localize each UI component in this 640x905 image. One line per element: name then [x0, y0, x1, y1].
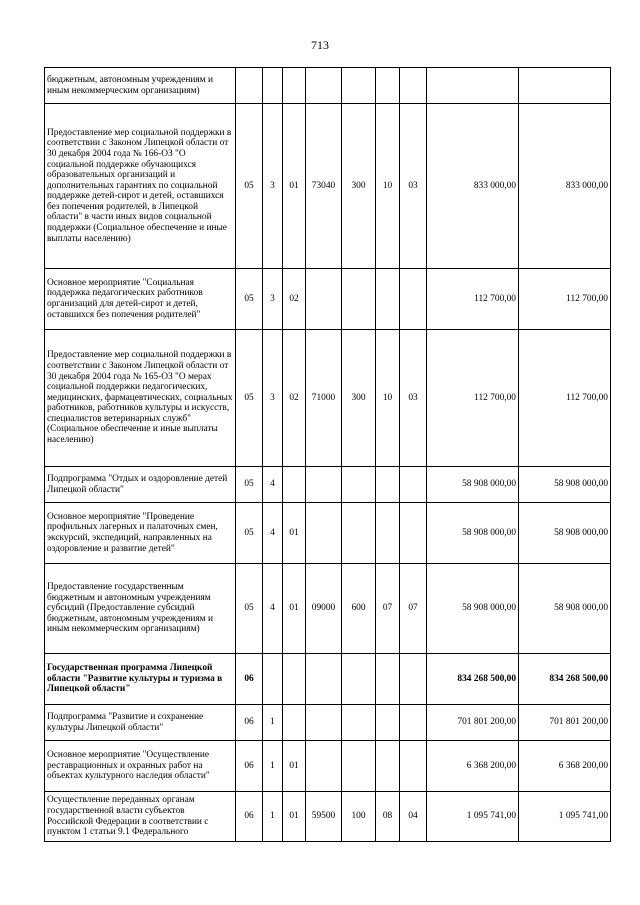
table-body: [45, 68, 611, 842]
amount-cell: 112 700,00: [427, 330, 519, 467]
table-row: [45, 68, 611, 104]
program-code-cell: 05: [236, 269, 263, 330]
subsection-cell: [400, 705, 427, 741]
amount-cell: 58 908 000,00: [519, 467, 611, 503]
program-name-cell: Предоставление мер социальной поддержки в соответствии с Законом Липецкой области от 30 декабря 2004 года № 166-ОЗ "О социальной поддержке обучающихся образовательных организаций и дополнительных гарантиях по социальной поддержке детей-сирот и детей, оставшихся без попечения родителей, в Липецкой области" в части иных видов социальной поддержки (Социальное обеспечение и иные выплаты населению): [45, 104, 236, 269]
program-name-cell: бюджетным, автономным учреждениям и иным некоммерческим организациям): [45, 68, 236, 104]
program-name-cell: Подпрограмма "Развитие и сохранение культуры Липецкой области": [45, 705, 236, 741]
subprogram-code-cell: 1: [263, 792, 283, 842]
direction-code-cell: [306, 68, 342, 104]
direction-code-cell: [306, 654, 342, 705]
amount-cell: 833 000,00: [427, 104, 519, 269]
subprogram-code-cell: 4: [263, 467, 283, 503]
amount-cell: [427, 68, 519, 104]
program-name-cell: Основное мероприятие "Осуществление реставрационных и охранных работ на объектах культурного наследия области": [45, 741, 236, 792]
table-row: [45, 654, 611, 705]
section-cell: 10: [376, 330, 400, 467]
activity-code-cell: 01: [283, 564, 306, 654]
table-row: [45, 269, 611, 330]
program-name-cell: Осуществление переданных органам государственной власти субъектов Российской Федерации в соответствии с пунктом 1 статьи 9.1 Федерального: [45, 792, 236, 842]
table-row: [45, 792, 611, 842]
expense-type-cell: 100: [342, 792, 376, 842]
direction-code-cell: [306, 741, 342, 792]
section-cell: [376, 68, 400, 104]
amount-cell: [519, 68, 611, 104]
subsection-cell: [400, 467, 427, 503]
program-code-cell: 06: [236, 654, 263, 705]
program-code-cell: 05: [236, 330, 263, 467]
subprogram-code-cell: 4: [263, 564, 283, 654]
activity-code-cell: 01: [283, 503, 306, 564]
page-number: 713: [311, 38, 329, 52]
program-name-cell: Государственная программа Липецкой области "Развитие культуры и туризма в Липецкой области": [45, 654, 236, 705]
section-cell: [376, 467, 400, 503]
expense-type-cell: [342, 68, 376, 104]
program-code-cell: 05: [236, 467, 263, 503]
subsection-cell: [400, 269, 427, 330]
program-code-cell: 05: [236, 503, 263, 564]
subprogram-code-cell: [263, 68, 283, 104]
amount-cell: 58 908 000,00: [427, 503, 519, 564]
activity-code-cell: 01: [283, 104, 306, 269]
amount-cell: 834 268 500,00: [519, 654, 611, 705]
expense-type-cell: 300: [342, 104, 376, 269]
section-cell: [376, 705, 400, 741]
expense-type-cell: 600: [342, 564, 376, 654]
subprogram-code-cell: [263, 654, 283, 705]
table-row: [45, 564, 611, 654]
activity-code-cell: [283, 68, 306, 104]
direction-code-cell: 59500: [306, 792, 342, 842]
activity-code-cell: 02: [283, 330, 306, 467]
subprogram-code-cell: 3: [263, 330, 283, 467]
direction-code-cell: 73040: [306, 104, 342, 269]
amount-cell: 58 908 000,00: [519, 503, 611, 564]
amount-cell: 1 095 741,00: [427, 792, 519, 842]
program-name-cell: Предоставление государственным бюджетным и автономным учреждениям субсидий (Предоставление субсидий бюджетным, автономным учреждениям и иным некоммерческим организациям): [45, 564, 236, 654]
amount-cell: 112 700,00: [427, 269, 519, 330]
amount-cell: 58 908 000,00: [427, 564, 519, 654]
amount-cell: 112 700,00: [519, 269, 611, 330]
expense-type-cell: [342, 705, 376, 741]
expense-type-cell: [342, 467, 376, 503]
program-name-cell: Основное мероприятие "Социальная поддержка педагогических работников организаций для детей-сирот и детей, оставшихся без попечения родителей": [45, 269, 236, 330]
amount-cell: 58 908 000,00: [427, 467, 519, 503]
program-name-cell: Подпрограмма "Отдых и оздоровление детей Липецкой области": [45, 467, 236, 503]
program-name-cell: Предоставление мер социальной поддержки в соответствии с Законом Липецкой области от 30 декабря 2004 года № 165-ОЗ "О мерах социальной поддержки педагогических, медицинских, фармацевтических, социальных работников, работников культуры и искусств, специалистов ветеринарных служб" (Социальное обеспечение и иные выплаты населению): [45, 330, 236, 467]
section-cell: [376, 269, 400, 330]
activity-code-cell: 01: [283, 741, 306, 792]
table-row: [45, 503, 611, 564]
subsection-cell: 03: [400, 330, 427, 467]
program-code-cell: 05: [236, 564, 263, 654]
activity-code-cell: 01: [283, 792, 306, 842]
direction-code-cell: [306, 503, 342, 564]
direction-code-cell: [306, 705, 342, 741]
direction-code-cell: [306, 467, 342, 503]
section-cell: [376, 741, 400, 792]
program-code-cell: 05: [236, 104, 263, 269]
subprogram-code-cell: 1: [263, 741, 283, 792]
activity-code-cell: 02: [283, 269, 306, 330]
subprogram-code-cell: 3: [263, 104, 283, 269]
subsection-cell: [400, 503, 427, 564]
activity-code-cell: [283, 654, 306, 705]
program-name-cell: Основное мероприятие "Проведение профильных лагерных и палаточных смен, экскурсий, экспедиций, направленных на оздоровление и развитие детей": [45, 503, 236, 564]
amount-cell: 58 908 000,00: [519, 564, 611, 654]
section-cell: [376, 503, 400, 564]
budget-table: [44, 67, 611, 842]
subsection-cell: 04: [400, 792, 427, 842]
section-cell: 10: [376, 104, 400, 269]
subsection-cell: [400, 741, 427, 792]
subsection-cell: 07: [400, 564, 427, 654]
expense-type-cell: [342, 503, 376, 564]
amount-cell: 701 801 200,00: [427, 705, 519, 741]
direction-code-cell: 09000: [306, 564, 342, 654]
amount-cell: 112 700,00: [519, 330, 611, 467]
activity-code-cell: [283, 705, 306, 741]
table-row: [45, 104, 611, 269]
direction-code-cell: [306, 269, 342, 330]
subsection-cell: [400, 68, 427, 104]
direction-code-cell: 71000: [306, 330, 342, 467]
expense-type-cell: [342, 654, 376, 705]
expense-type-cell: [342, 741, 376, 792]
table-row: [45, 705, 611, 741]
program-code-cell: 06: [236, 792, 263, 842]
expense-type-cell: 300: [342, 330, 376, 467]
table-row: [45, 741, 611, 792]
section-cell: 07: [376, 564, 400, 654]
program-code-cell: 06: [236, 705, 263, 741]
program-code-cell: 06: [236, 741, 263, 792]
subprogram-code-cell: 4: [263, 503, 283, 564]
subsection-cell: [400, 654, 427, 705]
section-cell: [376, 654, 400, 705]
table-row: [45, 330, 611, 467]
activity-code-cell: [283, 467, 306, 503]
amount-cell: 1 095 741,00: [519, 792, 611, 842]
amount-cell: 833 000,00: [519, 104, 611, 269]
section-cell: 08: [376, 792, 400, 842]
amount-cell: 701 801 200,00: [519, 705, 611, 741]
amount-cell: 6 368 200,00: [427, 741, 519, 792]
program-code-cell: [236, 68, 263, 104]
subsection-cell: 03: [400, 104, 427, 269]
subprogram-code-cell: 3: [263, 269, 283, 330]
amount-cell: 834 268 500,00: [427, 654, 519, 705]
table-row: [45, 467, 611, 503]
expense-type-cell: [342, 269, 376, 330]
subprogram-code-cell: 1: [263, 705, 283, 741]
amount-cell: 6 368 200,00: [519, 741, 611, 792]
